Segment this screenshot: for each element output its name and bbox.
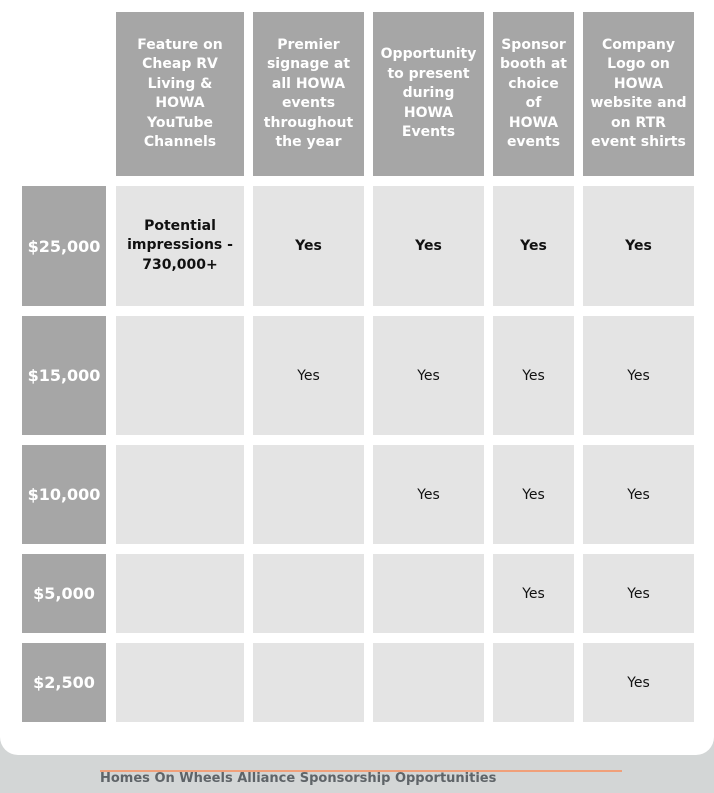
table-cell: Yes (253, 186, 364, 306)
table-cell (116, 554, 244, 633)
table-cell: Yes (493, 186, 574, 306)
table-cell: Yes (583, 316, 694, 435)
table-cell: Yes (373, 186, 484, 306)
table-cell (373, 554, 484, 633)
header-youtube-feature: Feature on Cheap RV Living & HOWA YouTube Channels (116, 12, 244, 176)
table-cell: Yes (493, 554, 574, 633)
header-present-opportunity: Opportunity to present during HOWA Events (373, 12, 484, 176)
header-sponsor-booth: Sponsor booth at choice of HOWA events (493, 12, 574, 176)
table-cell (253, 445, 364, 544)
price-tier: $2,500 (22, 643, 106, 722)
table-cell (253, 643, 364, 722)
footer-title: Homes On Wheels Alliance Sponsorship Opportunities (100, 771, 497, 786)
table-cell: Yes (583, 643, 694, 722)
price-tier: $15,000 (22, 316, 106, 435)
table-cell: Yes (373, 445, 484, 544)
table-cell: Potential impressions - 730,000+ (116, 186, 244, 306)
table-cell: Yes (583, 186, 694, 306)
table-cell: Yes (583, 554, 694, 633)
header-company-logo: Company Logo on HOWA website and on RTR event shirts (583, 12, 694, 176)
price-tier: $25,000 (22, 186, 106, 306)
table-cell (116, 316, 244, 435)
table-cell (116, 643, 244, 722)
table-cell (253, 554, 364, 633)
table-cell: Yes (493, 445, 574, 544)
table-cell: Yes (493, 316, 574, 435)
price-tier: $10,000 (22, 445, 106, 544)
price-tier: $5,000 (22, 554, 106, 633)
table-cell (373, 643, 484, 722)
table-cell (116, 445, 244, 544)
table-cell: Yes (253, 316, 364, 435)
table-cell: Yes (373, 316, 484, 435)
table-cell: Yes (583, 445, 694, 544)
table-cell (493, 643, 574, 722)
header-premier-signage: Premier signage at all HOWA events throughout the year (253, 12, 364, 176)
